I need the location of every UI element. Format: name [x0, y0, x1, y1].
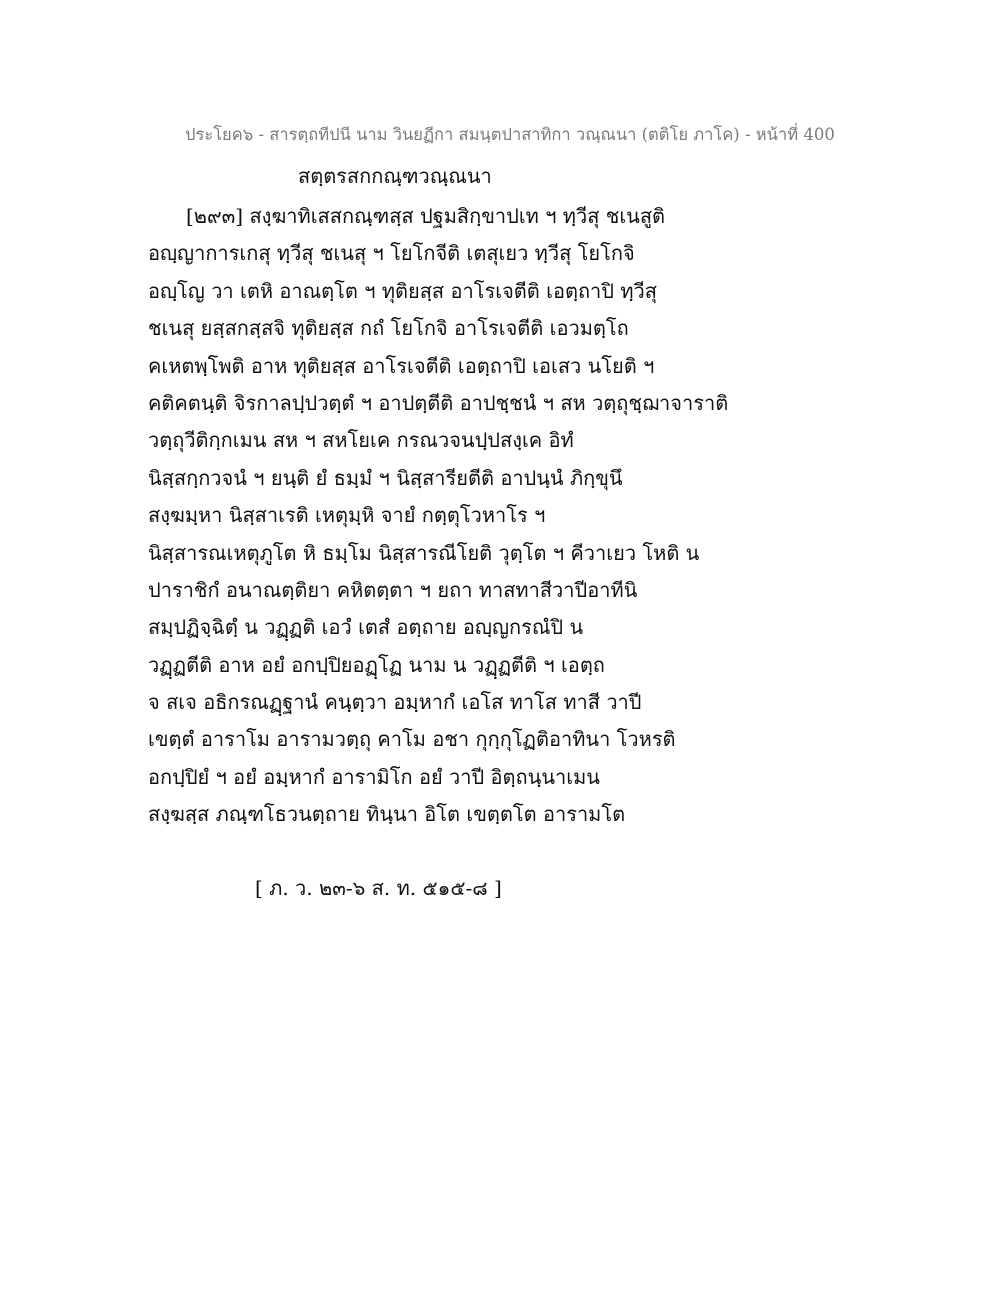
- text-line: คติคตนฺติ จิรกาลปฺปวตฺตํ ฯ อาปตฺตีติ อาปชฺชนํ ฯ สห วตฺถุชฺฌาจาราติ: [148, 390, 729, 415]
- text-line: สงฺฆมฺหา นิสฺสาเรติ เหตุมฺหิ จายํ กตฺตุโวหาโร ฯ: [148, 503, 546, 528]
- text-line: อกปฺปิยํ ฯ อยํ อมฺหากํ อารามิโก อยํ วาปี อิตฺถนฺนาเมน: [148, 764, 600, 789]
- text-line: จ สเจ อธิกรณฏฺฐานํ คนฺตฺวา อมฺหากํ เอโส ทาโส ทาสี วาปี: [148, 690, 642, 715]
- text-line: อญฺญาการเกสุ ทฺวีสุ ชเนสุ ฯ โยโกจีติ เตสุเยว ทฺวีสุ โยโกจิ: [148, 241, 635, 266]
- body-text: [148, 198, 729, 834]
- text-line: คเหตพฺโพติ อาห ทุติยสฺส อาโรเจตีติ เอตฺถาปิ เอเสว นโยติ ฯ: [148, 353, 655, 378]
- running-header: ประโยค๖ - สารตฺถทีปนี นาม วินยฏีกา สมนฺตปาสาทิกา วณฺณนา (ตติโย ภาโค) - หน้าที่ 400: [185, 125, 835, 144]
- text-line: ชเนสุ ยสฺสกสฺสจิ ทุติยสฺส กถํ โยโกจิ อาโรเจตีติ เอวมตฺโถ: [148, 316, 629, 341]
- text-line: วฏฺฏตีติ อาห อยํ อกปฺปิยอฏฺโฏ นาม น วฏฺฏตีติ ฯ เอตฺถ: [148, 652, 605, 677]
- text-line: อญฺโญ วา เตหิ อาณตฺโต ฯ ทุติยสฺส อาโรเจตีติ เอตฺถาปิ ทฺวีสุ: [148, 278, 657, 303]
- text-line: สมฺปฏิจฺฉิตฺํ น วฏฺฏติ เอวํ เตสํ อตฺถาย อญฺญกรณํปิ น: [148, 615, 584, 640]
- text-line: เขตฺตํ อาราโม อารามวตฺถุ คาโม อชา กุกฺกุโฏติอาทินา โวหรติ: [148, 727, 676, 752]
- text-line: วตฺถุวีติกฺกเมน สห ฯ สหโยเค กรณวจนปฺปสงฺเค อิทํ: [148, 428, 574, 453]
- text-line: [๒๙๓] สงฺฆาทิเสสกณฺฑสฺส ปฐมสิกฺขาปเท ฯ ทฺวีสุ ชเนสูติ: [186, 204, 666, 228]
- text-line: นิสฺสารณเหตุภูโต หิ ธมฺโม นิสฺสารณีโยติ วุตฺโต ฯ คีวาเยว โหติ น: [148, 540, 700, 565]
- text-line: ปาราชิกํ อนาณตฺติยา คหิตตฺตา ฯ ยถา ทาสทาสีวาปีอาทีนิ: [148, 577, 638, 602]
- text-line: สงฺฆสฺส ภณฺฑโธวนตฺถาย ทินฺนา อิโต เขตฺตโต อารามโต: [148, 802, 626, 827]
- reference-citation: [ ภ. ว. ๒๓-๖ ส. ท. ๕๑๕-๘ ]: [255, 876, 502, 900]
- text-line: นิสฺสกฺกวจนํ ฯ ยนฺติ ยํ ธมฺมํ ฯ นิสฺสารียตีติ อาปนฺนํ ภิกฺขุนึ: [148, 465, 623, 490]
- section-title: สตฺตรสกกณฺฑวณฺณนา: [298, 164, 492, 188]
